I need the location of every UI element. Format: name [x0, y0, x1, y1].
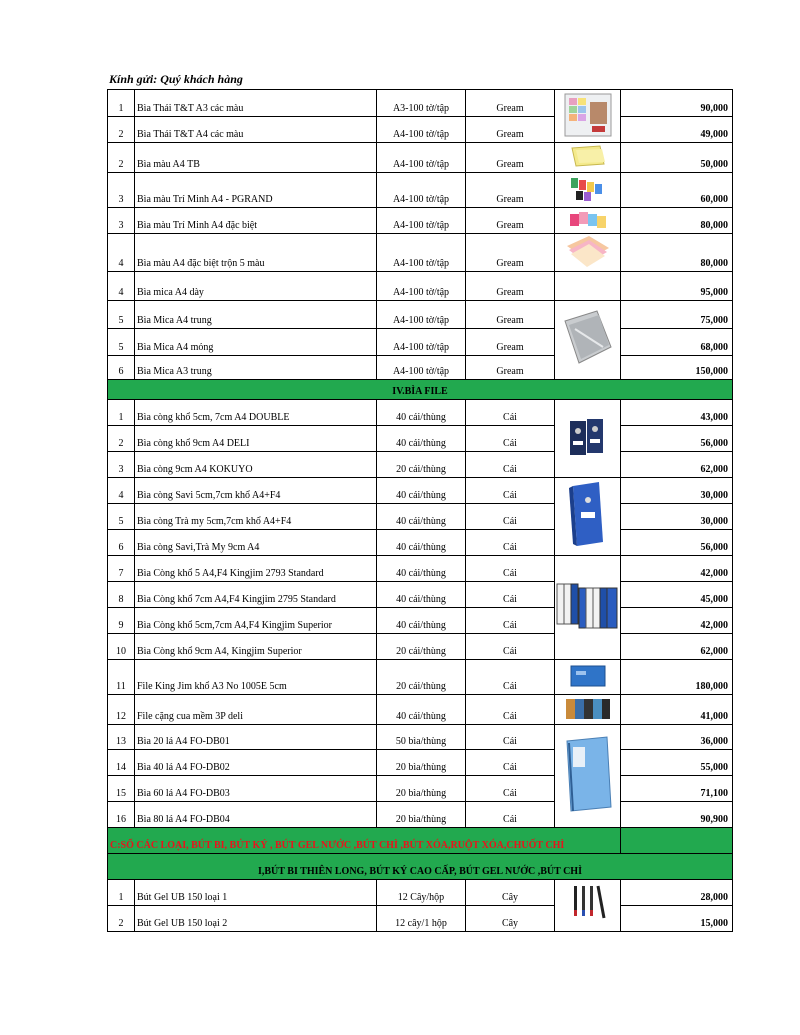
row-no: 3: [108, 452, 135, 478]
table-row: [108, 143, 733, 173]
row-no: 1: [108, 90, 135, 117]
unit-price: 42,000: [621, 556, 733, 582]
kingjim-binders-image: [555, 576, 621, 636]
unit-price: 80,000: [621, 208, 733, 234]
product-name: Bìa Thái T&T A3 các màu: [135, 90, 377, 117]
section-header-pens: [108, 854, 733, 880]
product-image-cell: [555, 272, 621, 301]
unit: Cái: [466, 530, 555, 556]
unit-price: 50,000: [621, 143, 733, 173]
unit-price: 45,000: [621, 582, 733, 608]
packing: 40 cái/thùng: [377, 504, 466, 530]
table-row: [108, 426, 733, 452]
unit: Gream: [466, 272, 555, 301]
unit-price: 150,000: [621, 356, 733, 380]
row-no: 3: [108, 173, 135, 208]
unit-price: 56,000: [621, 530, 733, 556]
product-name: Bìa Còng khổ 7cm A4,F4 Kingjim 2795 Standard: [135, 582, 377, 608]
product-name: Bìa Mica A4 mỏng: [135, 329, 377, 356]
table-row: [108, 776, 733, 802]
gel-pen-image: [568, 882, 608, 926]
product-image-cell: [555, 234, 621, 272]
section-title: C:SỔ CÁC LOẠI, BÚT BI, BÚT KÝ , BÚT GEL NƯỚC ,BÚT CHÌ ,BÚT XÓA,RUỘT XÓA,CHUỐT CHÌ: [108, 828, 621, 854]
unit: Cái: [466, 556, 555, 582]
packing: 40 cái/thùng: [377, 426, 466, 452]
packing: 40 cái/thùng: [377, 695, 466, 725]
table-row: [108, 90, 733, 117]
unit: Cái: [466, 634, 555, 660]
row-no: 2: [108, 906, 135, 932]
packing: 20 cái/thùng: [377, 452, 466, 478]
table-row: [108, 608, 733, 634]
product-name: Bìa mica A4 dày: [135, 272, 377, 301]
row-no: 8: [108, 582, 135, 608]
table-row: [108, 582, 733, 608]
table-row: [108, 880, 733, 906]
packing: 20 cái/thùng: [377, 660, 466, 695]
row-no: 2: [108, 426, 135, 452]
product-image-cell: [555, 880, 621, 932]
unit: Cây: [466, 906, 555, 932]
unit: Cái: [466, 582, 555, 608]
packing: A4-100 tờ/tập: [377, 143, 466, 173]
packing: 40 cái/thùng: [377, 582, 466, 608]
packing: 40 cái/thùng: [377, 478, 466, 504]
row-no: 10: [108, 634, 135, 660]
row-no: 3: [108, 208, 135, 234]
product-name: Bìa còng 9cm A4 KOKUYO: [135, 452, 377, 478]
product-name: Bìa Mica A4 trung: [135, 301, 377, 329]
table-row: [108, 504, 733, 530]
packing: A4-100 tờ/tập: [377, 329, 466, 356]
row-no: 6: [108, 530, 135, 556]
table-row: [108, 117, 733, 143]
packing: 40 cái/thùng: [377, 400, 466, 426]
unit: Cái: [466, 695, 555, 725]
product-name: Bìa 60 lá A4 FO-DB03: [135, 776, 377, 802]
row-no: 5: [108, 301, 135, 329]
product-image-cell: [555, 695, 621, 725]
unit-price: 90,900: [621, 802, 733, 828]
row-no: 14: [108, 750, 135, 776]
table-row: [108, 530, 733, 556]
table-row: [108, 272, 733, 301]
packing: 40 cái/thùng: [377, 556, 466, 582]
table-row: [108, 452, 733, 478]
section-title: I,BÚT BI THIÊN LONG, BÚT KÝ CAO CẤP, BÚT GEL NƯỚC ,BÚT CHÌ: [108, 854, 733, 880]
product-name: Bìa Còng khổ 5 A4,F4 Kingjim 2793 Standard: [135, 556, 377, 582]
row-no: 4: [108, 272, 135, 301]
product-name: Bìa 40 lá A4 FO-DB02: [135, 750, 377, 776]
unit-price: 49,000: [621, 117, 733, 143]
unit-price: 62,000: [621, 452, 733, 478]
product-name: Bìa màu A4 TB: [135, 143, 377, 173]
packing: 40 cái/thùng: [377, 608, 466, 634]
row-no: 1: [108, 880, 135, 906]
product-name: Bìa còng Savi,Trà My 9cm A4: [135, 530, 377, 556]
product-image-cell: [555, 400, 621, 478]
product-name: Bìa 20 lá A4 FO-DB01: [135, 725, 377, 750]
unit-price: 30,000: [621, 504, 733, 530]
row-no: 15: [108, 776, 135, 802]
soft-clip-file-image: [564, 695, 612, 721]
row-no: 6: [108, 356, 135, 380]
mica-sheet-image: [559, 307, 617, 371]
table-row: [108, 660, 733, 695]
table-row: [108, 695, 733, 725]
unit-price: 36,000: [621, 725, 733, 750]
packing: A4-100 tờ/tập: [377, 208, 466, 234]
product-name: Bìa 80 lá A4 FO-DB04: [135, 802, 377, 828]
unit-price: 15,000: [621, 906, 733, 932]
greeting: Kính gửi: Quý khách hàng: [109, 72, 243, 86]
unit-price: 30,000: [621, 478, 733, 504]
unit-price: 75,000: [621, 301, 733, 329]
mixed-color-paper-image: [563, 234, 613, 268]
unit: Cái: [466, 660, 555, 695]
unit: Cái: [466, 504, 555, 530]
product-image-cell: [555, 143, 621, 173]
product-name: Bút Gel UB 150 loại 2: [135, 906, 377, 932]
unit: Gream: [466, 356, 555, 380]
unit: Cái: [466, 608, 555, 634]
product-name: File cặng cua mềm 3P deli: [135, 695, 377, 725]
unit: Cái: [466, 426, 555, 452]
unit: Gream: [466, 143, 555, 173]
unit: Gream: [466, 329, 555, 356]
row-no: 12: [108, 695, 135, 725]
product-name: Bìa Còng khổ 5cm,7cm A4,F4 Kingjim Superior: [135, 608, 377, 634]
product-image-cell: [555, 208, 621, 234]
packing: A4-100 tờ/tập: [377, 173, 466, 208]
table-row: [108, 234, 733, 272]
product-image-cell: [555, 725, 621, 828]
packing: 50 bìa/thùng: [377, 725, 466, 750]
yellow-paper-image: [568, 144, 608, 168]
unit-price: 43,000: [621, 400, 733, 426]
color-paper-packs-image: [568, 175, 608, 203]
unit-price: 55,000: [621, 750, 733, 776]
unit: Cái: [466, 802, 555, 828]
packing: 20 bìa/thùng: [377, 750, 466, 776]
table-row: [108, 478, 733, 504]
unit: Gream: [466, 301, 555, 329]
product-name: Bút Gel UB 150 loại 1: [135, 880, 377, 906]
unit-price: 180,000: [621, 660, 733, 695]
table-row: [108, 400, 733, 426]
unit: Cái: [466, 478, 555, 504]
packing: A4-100 tờ/tập: [377, 272, 466, 301]
row-no: 7: [108, 556, 135, 582]
unit: Gream: [466, 173, 555, 208]
unit-price: 41,000: [621, 695, 733, 725]
row-no: 2: [108, 117, 135, 143]
packing: 20 bìa/thùng: [377, 776, 466, 802]
product-name: Bìa Thái T&T A4 các màu: [135, 117, 377, 143]
packing: 12 cây/1 hộp: [377, 906, 466, 932]
display-book-image: [559, 735, 617, 815]
unit: Cái: [466, 725, 555, 750]
thai-paper-product-image: [563, 92, 613, 138]
unit-price: 62,000: [621, 634, 733, 660]
row-no: 2: [108, 143, 135, 173]
product-name: Bìa màu Trí Minh A4 - PGRAND: [135, 173, 377, 208]
section-title: IV.BÌA FILE: [108, 380, 733, 400]
unit-price: 60,000: [621, 173, 733, 208]
packing: 20 bìa/thùng: [377, 802, 466, 828]
row-no: 4: [108, 234, 135, 272]
unit-price: 28,000: [621, 880, 733, 906]
unit-price: 56,000: [621, 426, 733, 452]
product-image-cell: [555, 556, 621, 660]
product-name: Bìa còng Trà my 5cm,7cm khổ A4+F4: [135, 504, 377, 530]
table-row: [108, 329, 733, 356]
packing: 20 cái/thùng: [377, 634, 466, 660]
table-row: [108, 725, 733, 750]
table-row: [108, 301, 733, 329]
row-no: 1: [108, 400, 135, 426]
price-table: [107, 89, 733, 932]
table-row: [108, 906, 733, 932]
unit-price: 95,000: [621, 272, 733, 301]
row-no: 13: [108, 725, 135, 750]
product-name: Bìa Mica A3 trung: [135, 356, 377, 380]
section-header-c: [108, 828, 733, 854]
unit-price: 71,100: [621, 776, 733, 802]
table-row: [108, 556, 733, 582]
unit: Cái: [466, 776, 555, 802]
unit-price: 80,000: [621, 234, 733, 272]
product-name: File King Jim khổ A3 No 1005E 5cm: [135, 660, 377, 695]
unit: Cái: [466, 452, 555, 478]
packing: 40 cái/thùng: [377, 530, 466, 556]
product-name: Bìa màu A4 đặc biệt trộn 5 màu: [135, 234, 377, 272]
a3-file-image: [568, 663, 608, 689]
packing: 12 Cây/hộp: [377, 880, 466, 906]
table-row: [108, 750, 733, 776]
packing: A4-100 tờ/tập: [377, 234, 466, 272]
unit: Gream: [466, 208, 555, 234]
row-no: 16: [108, 802, 135, 828]
table-row: [108, 634, 733, 660]
unit: Cây: [466, 880, 555, 906]
product-name: Bìa còng khổ 5cm, 7cm A4 DOUBLE: [135, 400, 377, 426]
product-name: Bìa còng khổ 9cm A4 DELI: [135, 426, 377, 452]
unit: Cái: [466, 400, 555, 426]
unit: Gream: [466, 90, 555, 117]
table-row: [108, 802, 733, 828]
row-no: 11: [108, 660, 135, 695]
row-no: 4: [108, 478, 135, 504]
product-name: Bìa còng Savi 5cm,7cm khổ A4+F4: [135, 478, 377, 504]
unit-price: 90,000: [621, 90, 733, 117]
packing: A4-100 tờ/tập: [377, 356, 466, 380]
blue-binder-image: [563, 480, 613, 550]
section-header-file: [108, 380, 733, 400]
product-image-cell: [555, 660, 621, 695]
special-color-paper-image: [568, 208, 608, 230]
packing: A4-100 tờ/tập: [377, 301, 466, 329]
unit-price: 42,000: [621, 608, 733, 634]
product-image-cell: [555, 301, 621, 380]
row-no: 5: [108, 504, 135, 530]
section-blank: [621, 828, 733, 854]
product-image-cell: [555, 173, 621, 208]
unit: Gream: [466, 117, 555, 143]
unit-price: 68,000: [621, 329, 733, 356]
unit: Cái: [466, 750, 555, 776]
packing: A4-100 tờ/tập: [377, 117, 466, 143]
row-no: 5: [108, 329, 135, 356]
table-row: [108, 356, 733, 380]
table-row: [108, 173, 733, 208]
row-no: 9: [108, 608, 135, 634]
product-image-cell: [555, 478, 621, 556]
product-name: Bìa Còng khổ 9cm A4, Kingjim Superior: [135, 634, 377, 660]
packing: A3-100 tờ/tập: [377, 90, 466, 117]
product-image-cell: [555, 90, 621, 143]
table-row: [108, 208, 733, 234]
product-name: Bìa màu Trí Minh A4 đặc biệt: [135, 208, 377, 234]
lever-arch-file-image: [566, 415, 610, 459]
unit: Gream: [466, 234, 555, 272]
